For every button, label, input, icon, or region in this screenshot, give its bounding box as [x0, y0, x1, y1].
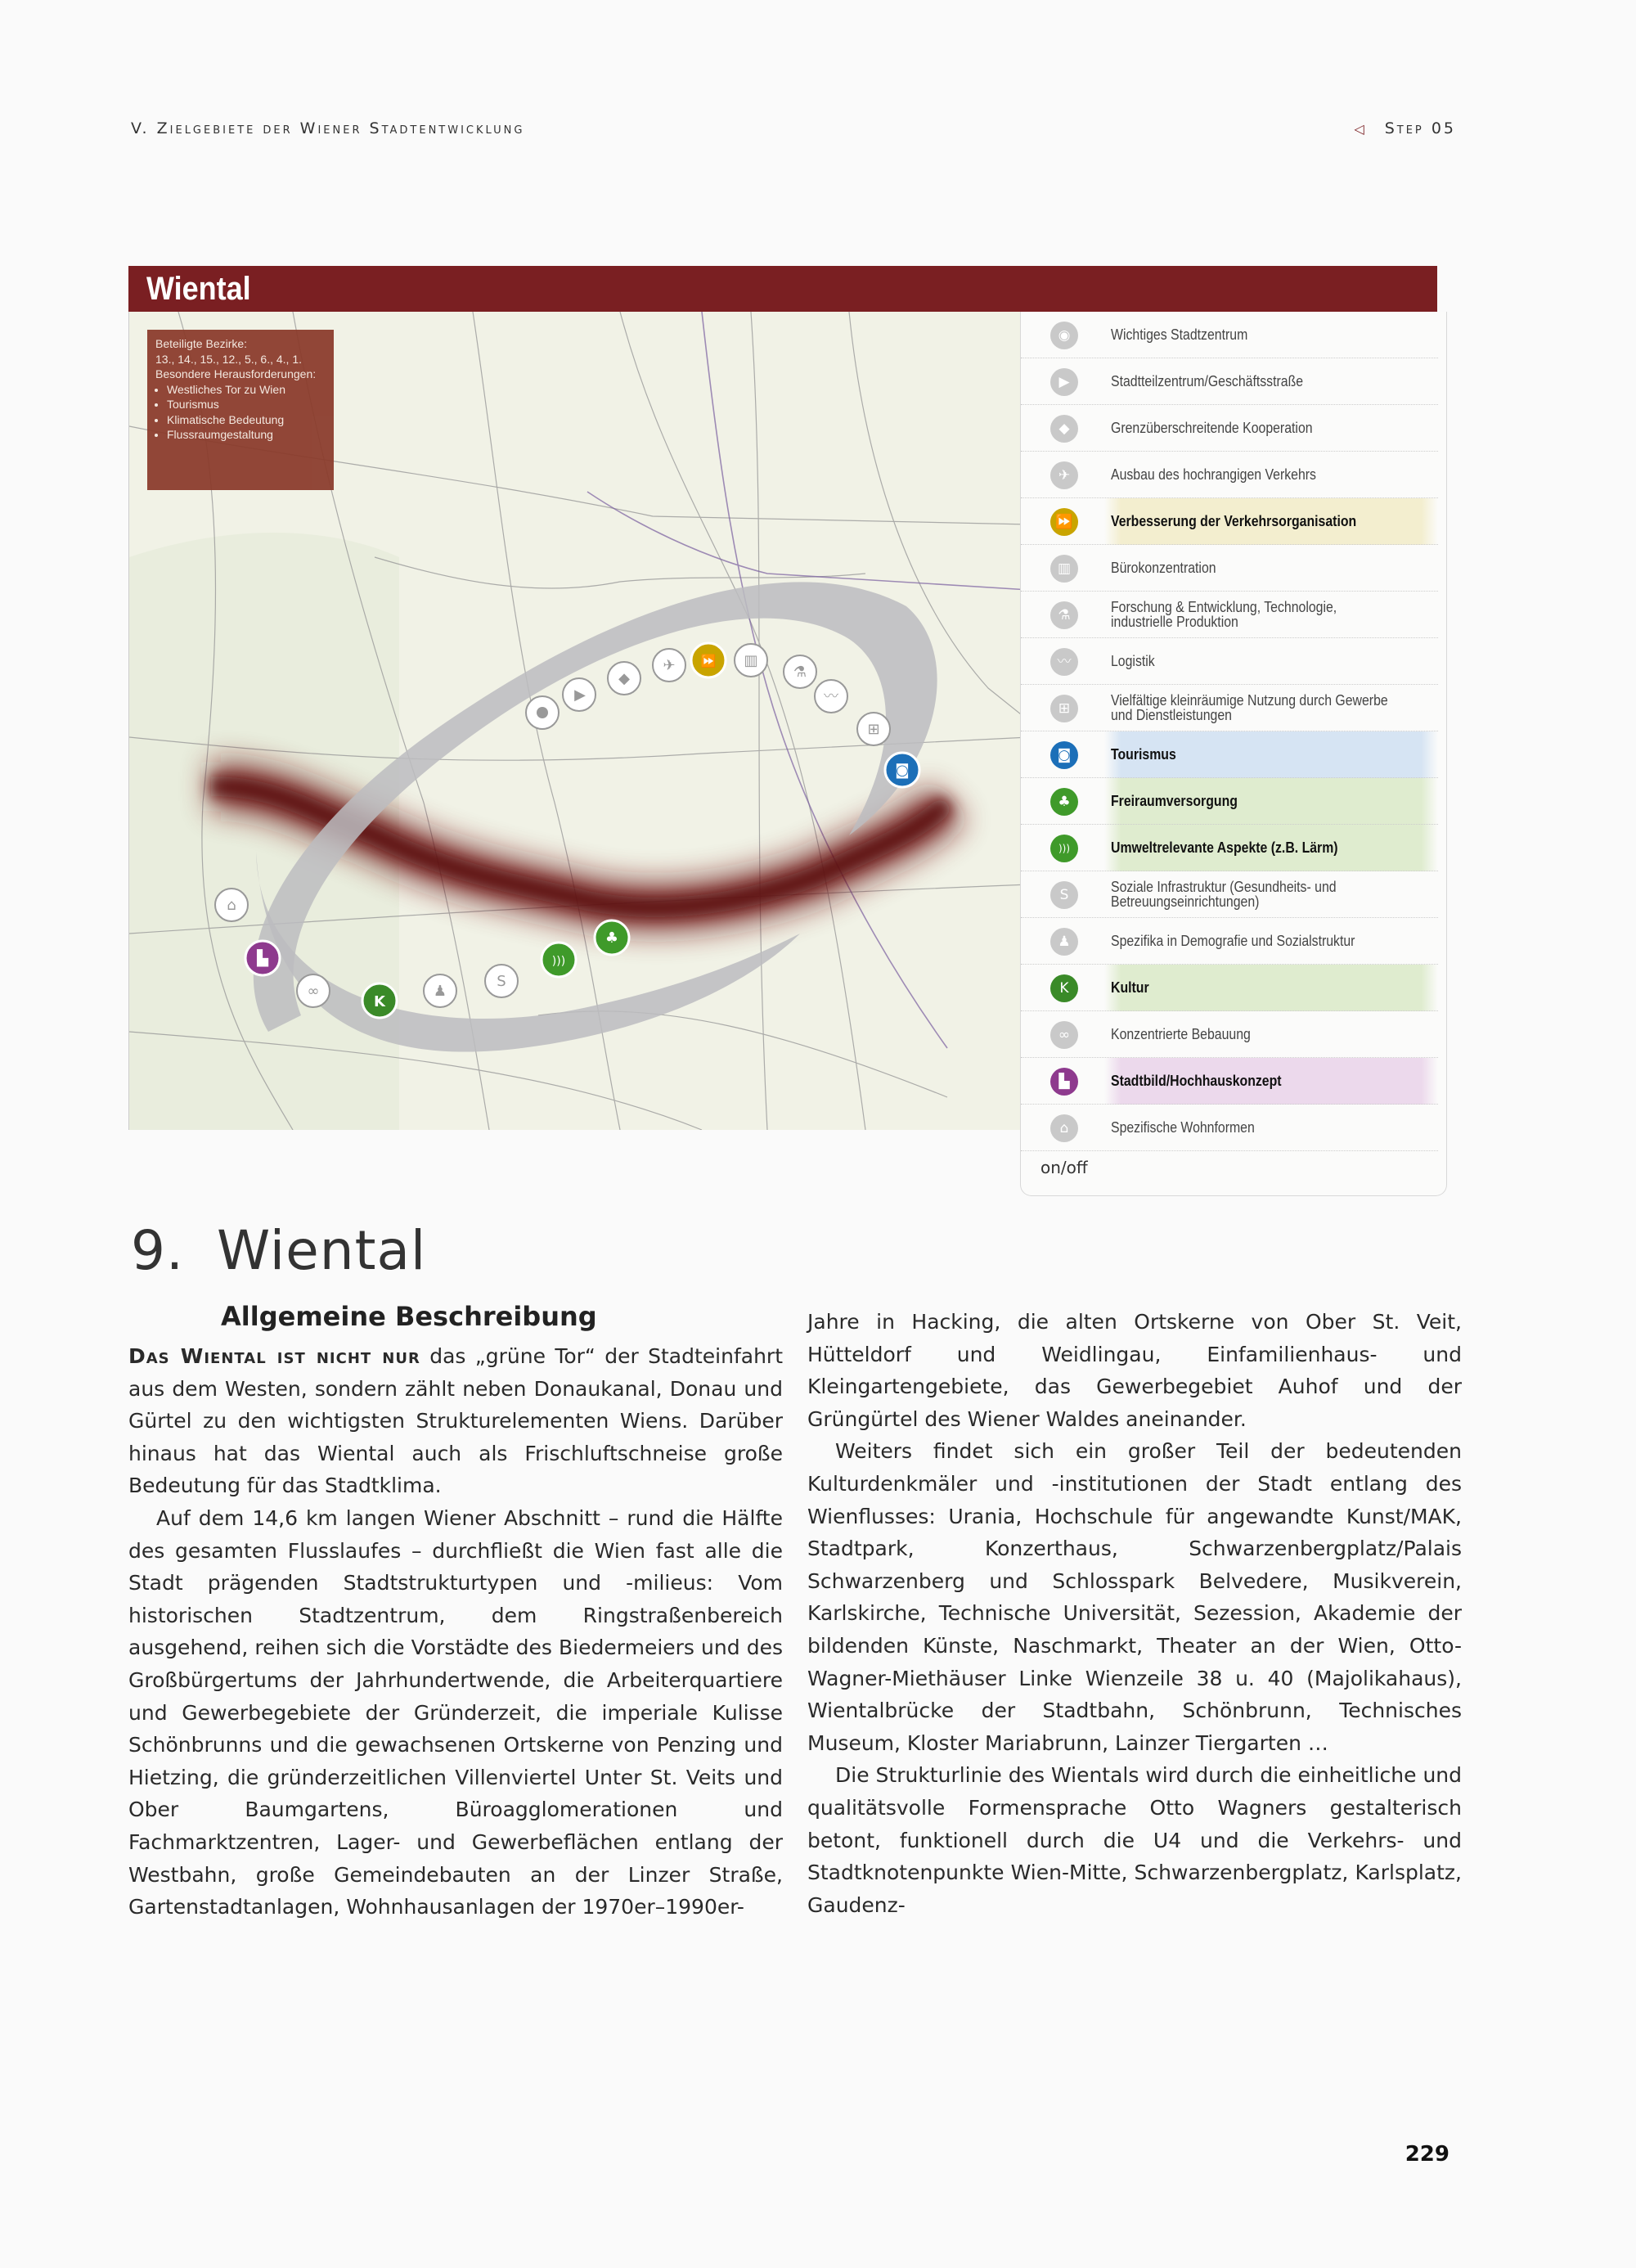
paragraph: [128, 1340, 783, 1502]
svg-text:⏩: ⏩: [700, 654, 717, 668]
legend-item[interactable]: [1021, 825, 1438, 871]
challenges-label: Besondere Herausforderungen:: [155, 367, 317, 380]
svg-text:✈: ✈: [663, 657, 676, 674]
paragraph: Auf dem 14,6 km langen Wiener Abschnitt – rund die Hälfte des gesamten Flusslaufes – durchfließt die Wien fast alle die Stadt prägenden Stadtstrukturtypen und -milieus: Vom historischen Stadtzentrum, dem Ringstraßenbereich ausgehend, reihen sich die Vorstädte des Biedermeiers und des Großbürgertums der Jahrhundertwende, die Arbeiterquartiere und Gewerbegebiete der Gründerzeit, die imperiale Kulisse Schönbrunns und die gewachsenen Ortskerne von Penzing und Hietzing, die gründerzeitlichen Villenviertel Unter St. Veits und Ober Baumgartens, Büroagglomerationen und Fachmarktzentren, Lager- und Gewerbeflächen entlang der Westbahn, große Gemeindebauten an der Linzer Straße, Gartenstadtanlagen, Wohnhausanlagen der 1970er–1990er-: [128, 1505, 783, 1919]
map-icon-cooperation: [608, 662, 640, 695]
paragraph: Die Strukturlinie des Wientals wird durch die einheitliche und qualitätsvolle Formensprache Otto Wagners gestalterisch betont, funktionell durch die U4 und die Verkehrs- und Stadtknotenpunkte Wien-Mitte, Schwarzenbergplatz, Karlsplatz, Gaudenz-: [807, 1763, 1463, 1917]
legend-item[interactable]: [1021, 1011, 1438, 1058]
map-area: [128, 312, 1029, 1130]
svg-text:〰: 〰: [824, 688, 838, 705]
people-icon: ♟: [1050, 928, 1078, 956]
map-icon-offices: [735, 644, 767, 677]
skyline-icon: ▙: [1050, 1068, 1078, 1096]
legend-item[interactable]: [1021, 1105, 1438, 1151]
legend-item[interactable]: [1021, 545, 1438, 592]
map-icon-tourism: [885, 753, 919, 787]
legend-label: Umweltrelevante Aspekte (z.B. Lärm): [1111, 839, 1338, 856]
route-icon: 〰: [1050, 648, 1078, 676]
districts-label: Beteiligte Bezirke:: [155, 337, 248, 350]
map-icon-housing: [215, 889, 248, 921]
districts-infobox: [147, 330, 334, 490]
legend-label: Grenzüberschreitende Kooperation: [1111, 420, 1313, 436]
challenge-item: • Flussraumgestaltung: [167, 427, 326, 443]
grid-icon: ⊞: [1050, 695, 1078, 722]
challenge-item: • Klimatische Bedeutung: [167, 412, 326, 428]
section-heading: [131, 1219, 426, 1282]
map-icon-social: [485, 965, 518, 997]
text-column-right: [807, 1306, 1462, 1921]
section-title: Wiental: [216, 1219, 427, 1282]
svg-text:▥: ▥: [744, 652, 758, 669]
wiental-map-figure: [128, 266, 1437, 1199]
legend-label: Vielfältige kleinräumige Nutzung durch Gewerbe und Dienstleistungen: [1111, 692, 1388, 723]
svg-text:▶: ▶: [574, 686, 586, 704]
legend-label: Stadtteilzentrum/Geschäftsstraße: [1111, 373, 1304, 389]
svg-text:♟: ♟: [433, 983, 447, 1000]
sub-heading: Allgemeine Beschreibung: [221, 1301, 597, 1332]
map-icon-skyline: [245, 941, 280, 975]
section-number: 9.: [131, 1219, 184, 1282]
legend-label: Verbesserung der Verkehrsorganisation: [1111, 513, 1357, 529]
legend-item[interactable]: [1021, 312, 1438, 358]
tree-icon: ♣: [1050, 788, 1078, 816]
housing-icon: ⌂: [1050, 1114, 1078, 1142]
svg-text:∞: ∞: [307, 983, 320, 1000]
fast-forward-icon: ⏩: [1050, 508, 1078, 536]
paragraph: Weiters findet sich ein großer Teil der bedeutenden Kulturdenkmäler und -institutionen der Stadt entlang des Wienflusses: Urania, Hochschule für angewandte Kunst/MAK, Stadtpark, Konzerthaus, Schwarzenbergplatz/Palais Schwarzenberg und Schlosspark Belvedere, Musikverein, Karlskirche, Technische Universität, Sezession, Akademie der bildenden Künste, Naschmarkt, Theater an der Wien, Otto-Wagner-Miethäuser Linke Wienzeile 38 u. 40 (Majolikahaus), Wientalbrücke der Stadtbahn, Schönbrunn, Technisches Museum, Kloster Mariabrunn, Lainzer Tiergarten …: [807, 1439, 1462, 1755]
border-arrows-icon: ◆: [1050, 415, 1078, 443]
office-buildings-icon: ▥: [1050, 555, 1078, 583]
legend-label: Tourismus: [1111, 746, 1176, 763]
legend-item[interactable]: [1021, 1058, 1438, 1105]
culture-k-icon: K: [1050, 974, 1078, 1002]
figure-titlebar: [128, 266, 1437, 312]
sound-waves-icon: ))): [1050, 835, 1078, 862]
legend-label: Logistik: [1111, 653, 1155, 669]
map-icon-district-center: [563, 678, 596, 711]
lead-in: Das Wiental ist nicht nur: [128, 1344, 420, 1368]
step-arrow-icon: ◁: [1354, 121, 1367, 137]
paragraph: Jahre in Hacking, die alten Ortskerne von Ober St. Veit, Hütteldorf und Weidlingau, Einfamilienhaus- und Kleingartengebiete, das Gewerbegebiet Auhof und der Grüngürtel des Wiener Waldes aneinander.: [807, 1310, 1462, 1431]
circle-dot-icon: ◉: [1050, 322, 1078, 349]
legend-item[interactable]: [1021, 778, 1438, 825]
districts-list: 13., 14., 15., 12., 5., 6., 4., 1.: [155, 352, 303, 366]
map-icon-city-center: [526, 696, 559, 729]
legend-item[interactable]: [1021, 498, 1438, 545]
map-icon-open-space: [595, 920, 629, 955]
legend-item[interactable]: [1021, 731, 1438, 778]
legend-label: Spezifische Wohnformen: [1111, 1119, 1255, 1136]
legend-panel: [1020, 312, 1447, 1196]
legend-item[interactable]: [1021, 405, 1438, 452]
step-indicator: [1354, 119, 1456, 137]
map-icon-research: [784, 655, 816, 688]
map-icon-transport: [653, 649, 685, 682]
plane-icon: ✈: [1050, 461, 1078, 489]
legend-item[interactable]: [1021, 452, 1438, 498]
svg-text:◆: ◆: [618, 670, 630, 687]
map-icon-demography: [424, 974, 456, 1007]
legend-label: Spezifika in Demografie und Sozialstruktur: [1111, 933, 1355, 949]
legend-item[interactable]: [1021, 965, 1438, 1011]
svg-text:⊞: ⊞: [867, 721, 880, 738]
legend-label: Stadtbild/Hochhauskonzept: [1111, 1073, 1282, 1089]
legend-label: Konzentrierte Bebauung: [1111, 1026, 1251, 1042]
flask-icon: ⚗: [1050, 601, 1078, 629]
challenge-item: • Westliches Tor zu Wien: [167, 382, 326, 398]
svg-text:▙: ▙: [257, 950, 268, 967]
svg-text:))): ))): [551, 955, 566, 968]
legend-item[interactable]: [1021, 638, 1438, 685]
map-icon-dense-building: [297, 974, 330, 1007]
paragraph-text: das „grüne Tor“ der Stadteinfahrt aus dem Westen, sondern zählt neben Donaukanal, Donau und Gürtel zu den wichtigsten Strukturelementen Wiens. Darüber hinaus hat das Wiental auch als Frischluftschneise große Bedeutung für das Stadtklima.: [128, 1344, 784, 1498]
svg-text:◙: ◙: [895, 762, 910, 779]
on-off-toggle[interactable]: on/off: [1040, 1158, 1088, 1177]
legend-label: Ausbau des hochrangigen Verkehrs: [1111, 466, 1316, 483]
play-icon: ▶: [1050, 368, 1078, 396]
svg-text:♣: ♣: [605, 929, 619, 947]
page-number: 229: [1405, 2142, 1449, 2167]
legend-item[interactable]: [1021, 871, 1438, 918]
challenge-item: • Tourismus: [167, 397, 326, 412]
legend-item[interactable]: [1021, 358, 1438, 405]
map-icon-traffic-organisation: [691, 643, 726, 677]
svg-text:S: S: [497, 973, 506, 990]
legend-label: Bürokonzentration: [1111, 560, 1216, 576]
legend-label: Soziale Infrastruktur (Gesundheits- und Betreuungseinrichtungen): [1111, 879, 1337, 910]
dense-building-icon: ∞: [1050, 1021, 1078, 1049]
svg-text:⚗: ⚗: [793, 664, 807, 681]
legend-item[interactable]: [1021, 592, 1438, 638]
legend-item[interactable]: [1021, 918, 1438, 965]
legend-item[interactable]: [1021, 685, 1438, 731]
challenges-list: [155, 382, 326, 443]
step-label: Step 05: [1384, 119, 1456, 137]
map-icon-culture: [362, 983, 397, 1018]
legend-label: Kultur: [1111, 979, 1149, 996]
svg-text:⌂: ⌂: [227, 897, 236, 914]
social-icon: S: [1050, 881, 1078, 909]
legend-label: Forschung & Entwicklung, Technologie, industrielle Produktion: [1111, 599, 1337, 630]
figure-title: Wiental: [146, 271, 251, 307]
svg-text:K: K: [374, 993, 385, 1010]
map-icon-logistics: [815, 680, 847, 713]
map-icon-environment: [542, 943, 576, 977]
running-title: V. Zielgebiete der Wiener Stadtentwicklung: [131, 119, 525, 137]
map-icon-mixed-use: [857, 713, 890, 745]
legend-label: Wichtiges Stadtzentrum: [1111, 326, 1248, 343]
legend-label: Freiraumversorgung: [1111, 793, 1238, 809]
text-column-left: [128, 1340, 783, 1924]
camera-icon: ◙: [1050, 741, 1078, 769]
